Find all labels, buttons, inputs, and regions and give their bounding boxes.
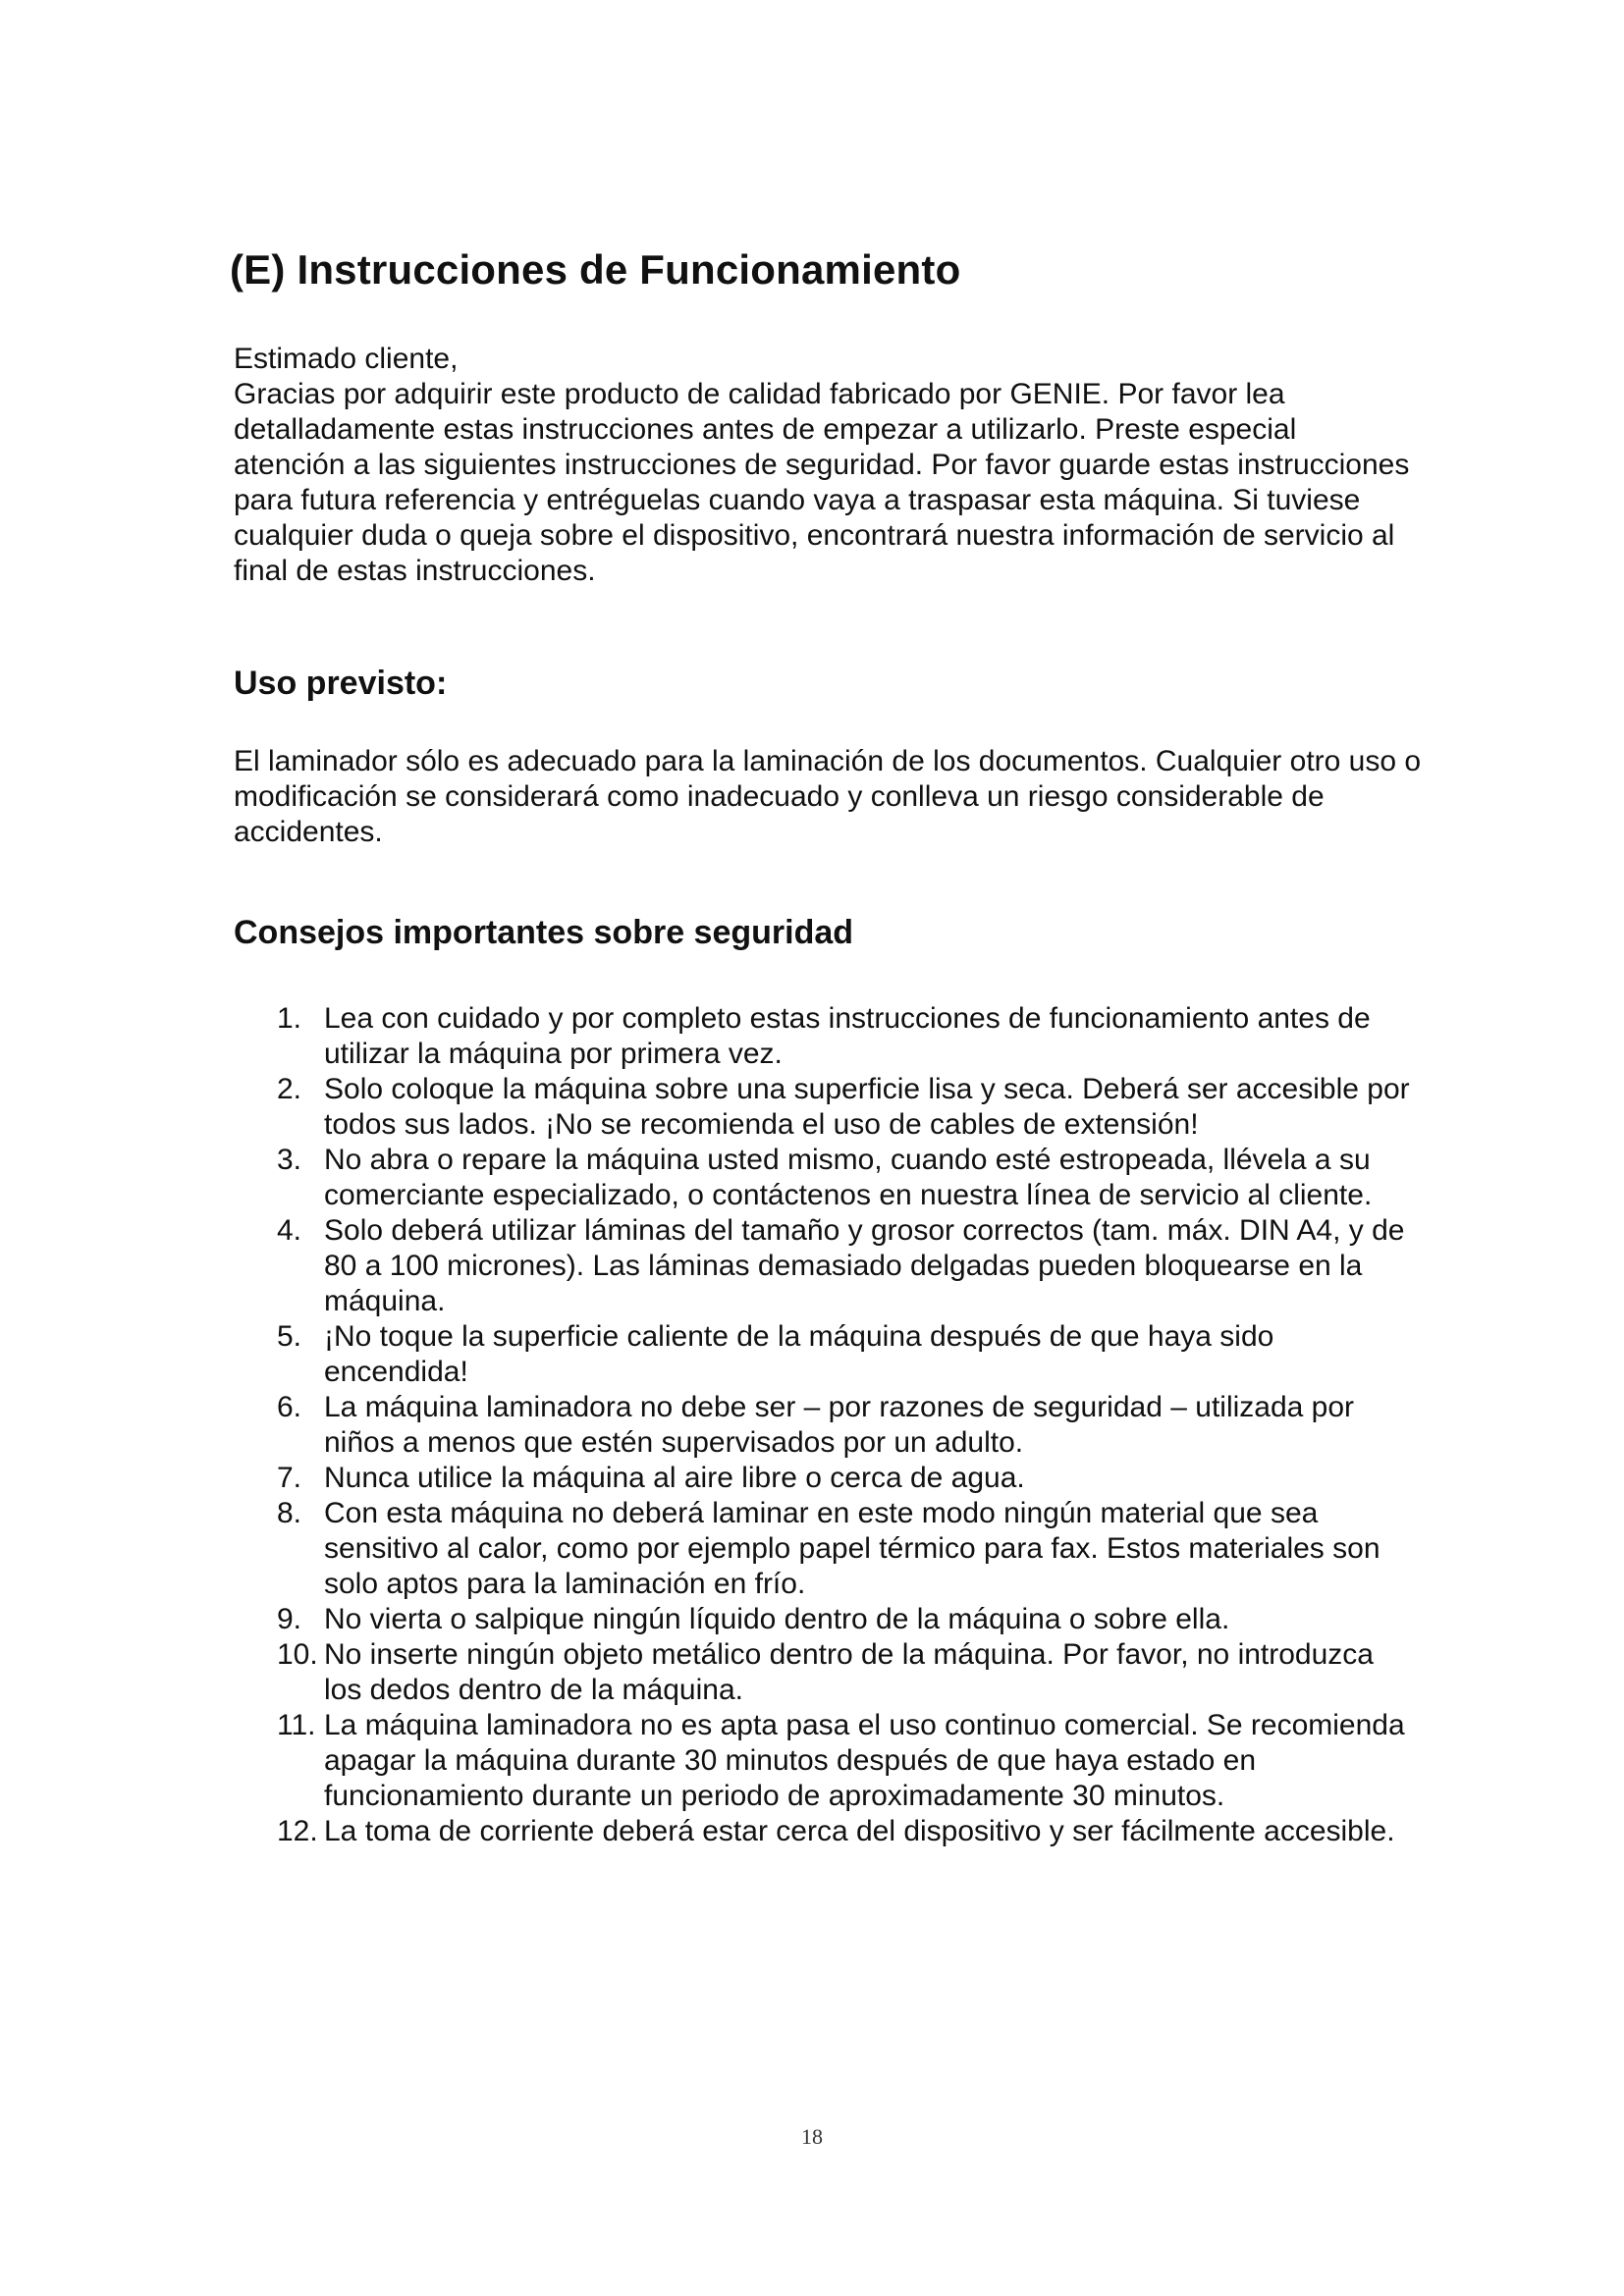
safety-item-text: No abra o repare la máquina usted mismo, cuando esté estropeada, llévela a su comerciante especializado, o contáctenos en nuestra línea de servicio al cliente. — [324, 1144, 1373, 1211]
safety-item-7 — [234, 1461, 1412, 1496]
intro-greeting: Estimado cliente, — [234, 343, 459, 375]
safety-item-number: 8. — [277, 1497, 302, 1529]
safety-item-2 — [234, 1072, 1412, 1143]
safety-item-text: La máquina laminadora no es apta pasa el uso continuo comercial. Se recomienda apagar la máquina durante 30 minutos después de que haya estado en funcionamiento durante un periodo de aproximadamente 30 minutos. — [324, 1709, 1405, 1812]
safety-item-9 — [234, 1602, 1412, 1637]
safety-item-text: No inserte ningún objeto metálico dentro de la máquina. Por favor, no introduzca los dedos dentro de la máquina. — [324, 1638, 1374, 1706]
safety-item-number: 1. — [277, 1002, 302, 1035]
safety-item-number: 5. — [277, 1320, 302, 1353]
safety-item-number: 12. — [277, 1815, 318, 1847]
safety-item-3 — [234, 1143, 1412, 1213]
safety-item-10 — [234, 1637, 1412, 1708]
safety-item-text: Solo deberá utilizar láminas del tamaño y grosor correctos (tam. máx. DIN A4, y de 80 a 100 micrones). Las láminas demasiado delgadas pueden bloquearse en la máquina. — [324, 1214, 1405, 1317]
safety-item-number: 3. — [277, 1144, 302, 1176]
safety-item-number: 9. — [277, 1603, 302, 1635]
safety-item-number: 10. — [277, 1638, 318, 1671]
safety-list — [234, 1001, 1412, 1849]
safety-item-text: Lea con cuidado y por completo estas instrucciones de funcionamiento antes de utilizar la máquina por primera vez. — [324, 1002, 1371, 1070]
safety-item-4 — [234, 1213, 1412, 1319]
safety-item-1 — [234, 1001, 1412, 1072]
safety-item-text: Nunca utilice la máquina al aire libre o cerca de agua. — [324, 1462, 1025, 1494]
safety-item-number: 11. — [277, 1709, 316, 1741]
page-title: (E) Instrucciones de Funcionamiento — [230, 246, 961, 293]
safety-item-text: Con esta máquina no deberá laminar en este modo ningún material que sea sensitivo al calor, como por ejemplo papel térmico para fax. Estos materiales son solo aptos para la laminación en frío. — [324, 1497, 1380, 1600]
safety-item-text: ¡No toque la superficie caliente de la máquina después de que haya sido encendida! — [324, 1320, 1274, 1388]
safety-item-number: 4. — [277, 1214, 302, 1247]
consejos-heading: Consejos importantes sobre seguridad — [234, 914, 854, 951]
uso-previsto-heading: Uso previsto: — [234, 665, 448, 702]
page-number: 18 — [801, 2124, 823, 2149]
safety-item-12 — [234, 1814, 1412, 1849]
safety-item-number: 7. — [277, 1462, 302, 1494]
safety-item-6 — [234, 1390, 1412, 1461]
safety-item-text: Solo coloque la máquina sobre una superficie lisa y seca. Deberá ser accesible por todos sus lados. ¡No se recomienda el uso de cables de extensión! — [324, 1073, 1410, 1141]
safety-item-text: La toma de corriente deberá estar cerca del dispositivo y ser fácilmente accesible. — [324, 1815, 1395, 1847]
safety-item-number: 6. — [277, 1391, 302, 1423]
intro-body: Gracias por adquirir este producto de calidad fabricado por GENIE. Por favor lea detalladamente estas instrucciones antes de empezar a utilizarlo. Preste especial atención a las siguientes instrucciones de seguridad. Por favor guarde estas instrucciones para futura referencia y entréguelas cuando vaya a traspasar esta máquina. Si tuviese cualquier duda o queja sobre el dispositivo, encontrará nuestra información de servicio al final de estas instrucciones. — [234, 378, 1410, 587]
safety-item-5 — [234, 1319, 1412, 1390]
uso-previsto-body: El laminador sólo es adecuado para la laminación de los documentos. Cualquier otro uso o modificación se considerará como inadecuado y conlleva un riesgo considerable de accidentes. — [234, 745, 1422, 848]
safety-item-number: 2. — [277, 1073, 302, 1105]
safety-item-text: La máquina laminadora no debe ser – por razones de seguridad – utilizada por niños a menos que estén supervisados por un adulto. — [324, 1391, 1355, 1459]
safety-item-11 — [234, 1708, 1412, 1814]
safety-item-8 — [234, 1496, 1412, 1602]
safety-item-text: No vierta o salpique ningún líquido dentro de la máquina o sobre ella. — [324, 1603, 1230, 1635]
intro-section — [234, 342, 1412, 589]
